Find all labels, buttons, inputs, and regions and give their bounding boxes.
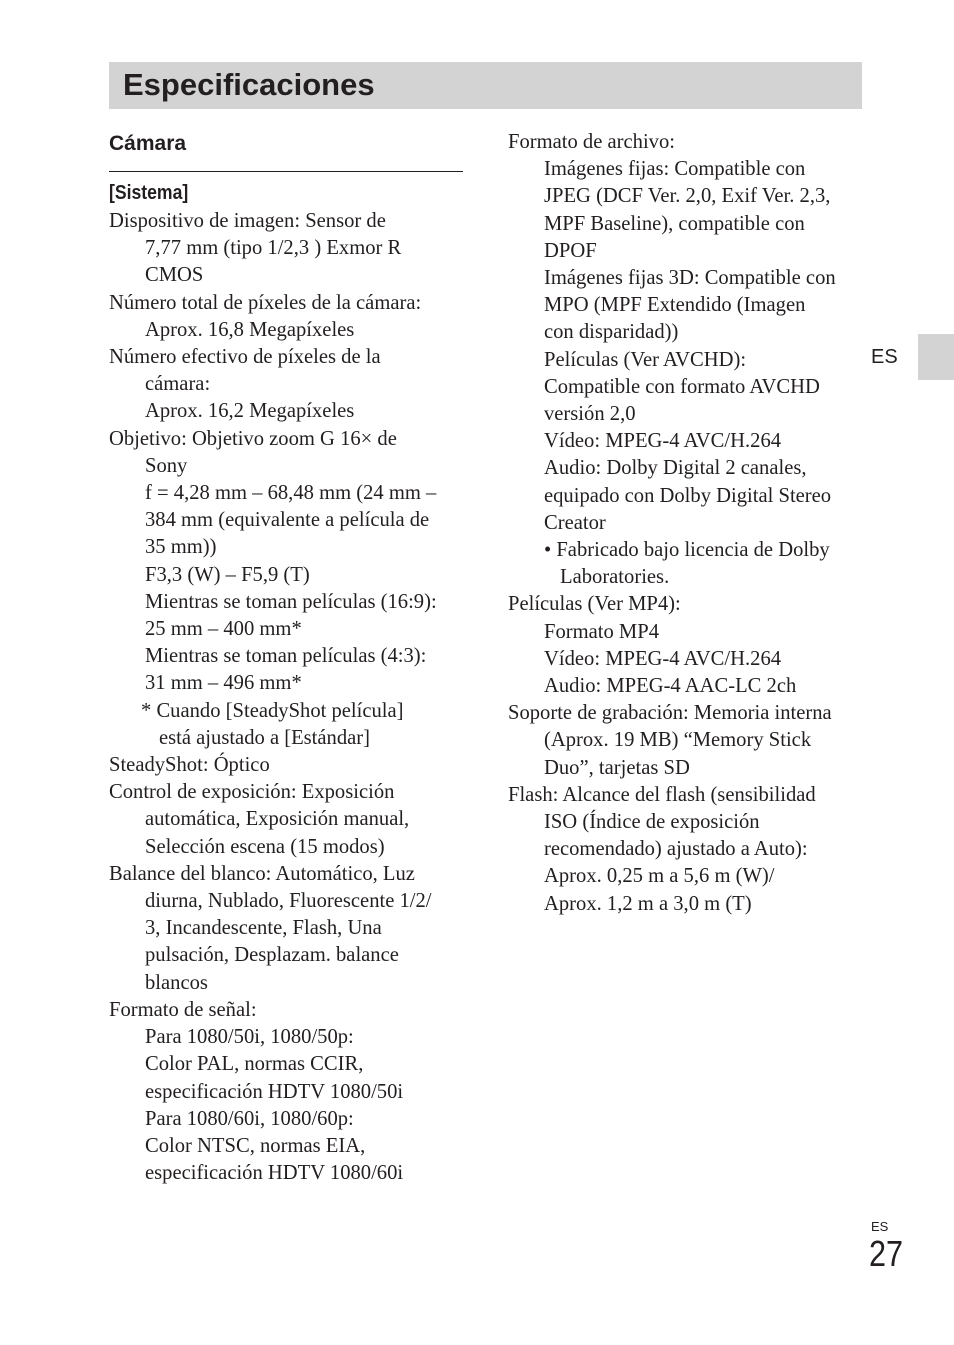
side-language-label: ES bbox=[871, 346, 898, 368]
spec-line: Dispositivo de imagen: Sensor de bbox=[109, 210, 386, 232]
spec-line: * Cuando [SteadyShot película] bbox=[141, 699, 404, 722]
spec-line: Audio: Dolby Digital 2 canales, bbox=[544, 457, 807, 480]
spec-line: Compatible con formato AVCHD bbox=[544, 375, 820, 398]
page-number: 27 bbox=[869, 1233, 904, 1274]
spec-line: MPO (MPF Extendido (Imagen bbox=[544, 294, 806, 317]
spec-line: diurna, Nublado, Fluorescente 1/2/ bbox=[145, 890, 432, 913]
page-number-language: ES bbox=[871, 1219, 889, 1234]
spec-line: 25 mm – 400 mm* bbox=[145, 618, 302, 641]
right-column bbox=[508, 129, 862, 918]
spec-line: Duo”, tarjetas SD bbox=[544, 756, 690, 779]
spec-line: Soporte de grabación: Memoria interna bbox=[508, 702, 832, 725]
spec-line: Imágenes fijas 3D: Compatible con bbox=[544, 267, 836, 290]
side-language-tab bbox=[918, 334, 954, 380]
spec-line: versión 2,0 bbox=[544, 403, 636, 426]
spec-line: CMOS bbox=[145, 264, 204, 287]
spec-line: Vídeo: MPEG-4 AVC/H.264 bbox=[544, 647, 782, 670]
spec-line: con disparidad)) bbox=[544, 321, 679, 344]
spec-line: Creator bbox=[544, 511, 606, 534]
spec-line: f = 4,28 mm – 68,48 mm (24 mm – bbox=[145, 482, 437, 505]
spec-line: Aprox. 16,2 Megapíxeles bbox=[145, 400, 355, 423]
spec-line: F3,3 (W) – F5,9 (T) bbox=[145, 563, 310, 586]
spec-line: Color NTSC, normas EIA, bbox=[145, 1134, 366, 1157]
spec-line: cámara: bbox=[145, 373, 211, 396]
spec-line: Formato de señal: bbox=[109, 998, 257, 1021]
spec-line: especificación HDTV 1080/50i bbox=[145, 1080, 404, 1103]
section-heading-camara: Cámara bbox=[109, 132, 187, 155]
title-bar bbox=[109, 62, 862, 109]
spec-line: Formato MP4 bbox=[544, 620, 659, 643]
spec-line: 384 mm (equivalente a película de bbox=[145, 509, 430, 532]
spec-line: 35 mm)) bbox=[145, 536, 217, 559]
spec-line: 7,77 mm (tipo 1/2,3 ) Exmor R bbox=[145, 237, 402, 260]
spec-line: ISO (Índice de exposición bbox=[544, 811, 760, 834]
spec-line: 31 mm – 496 mm* bbox=[145, 672, 302, 695]
spec-line: especificación HDTV 1080/60i bbox=[145, 1162, 404, 1185]
spec-line: equipado con Dolby Digital Stereo bbox=[544, 484, 832, 507]
spec-line: Número efectivo de píxeles de la bbox=[109, 346, 381, 369]
spec-line: Formato de archivo: bbox=[508, 131, 675, 153]
spec-line: Mientras se toman películas (4:3): bbox=[145, 645, 427, 668]
spec-line: SteadyShot: Óptico bbox=[109, 754, 270, 777]
spec-line: Selección escena (15 modos) bbox=[145, 835, 385, 858]
spec-line: Vídeo: MPEG-4 AVC/H.264 bbox=[544, 430, 782, 453]
spec-line: JPEG (DCF Ver. 2,0, Exif Ver. 2,3, bbox=[544, 185, 831, 208]
spec-line: Películas (Ver MP4): bbox=[508, 593, 681, 616]
spec-line: Número total de píxeles de la cámara: bbox=[109, 291, 422, 314]
left-spec-list bbox=[109, 208, 463, 1187]
spec-line: Control de exposición: Exposición bbox=[109, 781, 395, 804]
spec-line: blancos bbox=[145, 971, 208, 994]
spec-line: Para 1080/60i, 1080/60p: bbox=[145, 1107, 354, 1130]
spec-line: Laboratories. bbox=[560, 566, 670, 589]
spec-line: Aprox. 1,2 m a 3,0 m (T) bbox=[544, 892, 752, 915]
spec-line: Objetivo: Objetivo zoom G 16× de bbox=[109, 427, 397, 450]
spec-line: Mientras se toman películas (16:9): bbox=[145, 590, 437, 613]
spec-line: MPF Baseline), compatible con bbox=[544, 212, 805, 235]
left-column bbox=[109, 129, 463, 1187]
spec-line: Audio: MPEG-4 AAC-LC 2ch bbox=[544, 675, 797, 698]
spec-line: (Aprox. 19 MB) “Memory Stick bbox=[544, 729, 812, 752]
spec-line: DPOF bbox=[544, 239, 597, 262]
spec-line: Balance del blanco: Automático, Luz bbox=[109, 862, 415, 885]
spec-line: Para 1080/50i, 1080/50p: bbox=[145, 1026, 354, 1049]
spec-line: recomendado) ajustado a Auto): bbox=[544, 838, 808, 861]
spec-line: Aprox. 16,8 Megapíxeles bbox=[145, 318, 355, 341]
spec-line: Flash: Alcance del flash (sensibilidad bbox=[508, 783, 816, 806]
spec-line: Sony bbox=[145, 454, 188, 477]
spec-line: pulsación, Desplazam. balance bbox=[145, 944, 399, 967]
spec-line: Imágenes fijas: Compatible con bbox=[544, 158, 806, 181]
subsection-heading-sistema: [Sistema] bbox=[109, 182, 189, 204]
spec-line: está ajustado a [Estándar] bbox=[159, 726, 370, 749]
spec-line: Aprox. 0,25 m a 5,6 m (W)/ bbox=[544, 865, 775, 888]
spec-line: Color PAL, normas CCIR, bbox=[145, 1053, 364, 1076]
spec-line: 3, Incandescente, Flash, Una bbox=[145, 917, 382, 940]
page-title: Especificaciones bbox=[123, 67, 375, 102]
spec-line: automática, Exposición manual, bbox=[145, 808, 410, 831]
spec-line: • Fabricado bajo licencia de Dolby bbox=[544, 539, 830, 562]
right-spec-list bbox=[508, 129, 862, 918]
spec-line: Películas (Ver AVCHD): bbox=[544, 348, 747, 371]
section-divider bbox=[109, 171, 463, 172]
